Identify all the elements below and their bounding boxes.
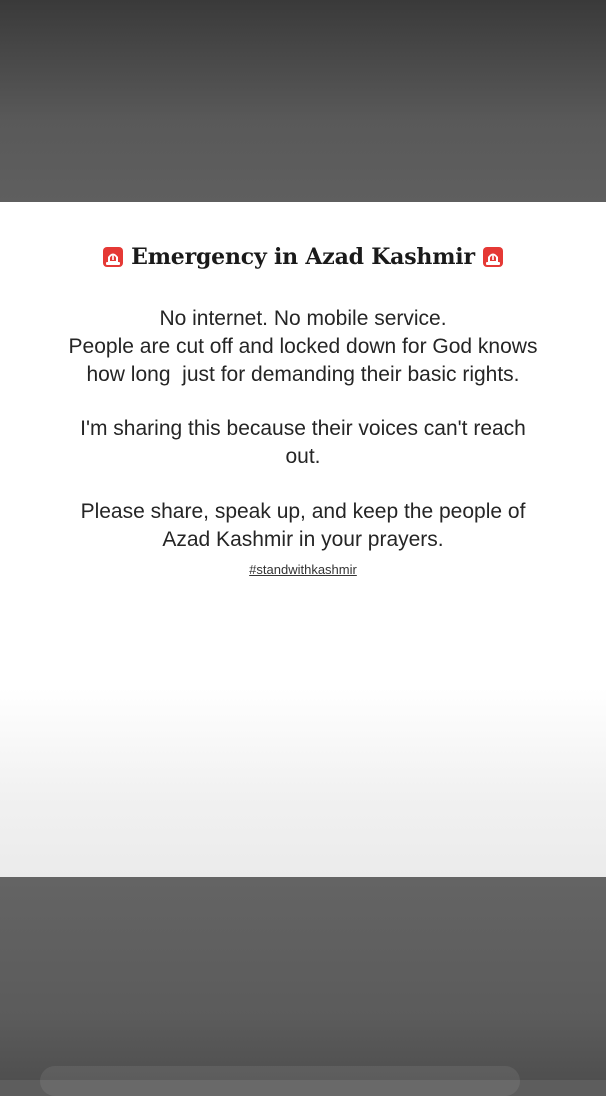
text-line: Please share, speak up, and keep the people of: [80, 500, 526, 523]
text-line: People are cut off and locked down for God knows: [68, 335, 538, 358]
reply-bar-hint: [40, 1066, 520, 1096]
bottom-blurred-background: [0, 877, 606, 1080]
top-blurred-background: [0, 0, 606, 202]
paragraph-status: [20, 305, 586, 389]
title-row: [0, 242, 606, 272]
text-line: out.: [285, 445, 321, 468]
siren-icon: [103, 246, 123, 268]
paragraph-reason: [20, 415, 586, 471]
siren-icon: [483, 246, 503, 268]
paragraph-call-to-action: [20, 498, 586, 554]
post-title: Emergency in Azad Kashmir: [131, 244, 475, 270]
text-line: No internet. No mobile service.: [159, 307, 447, 330]
text-line: I'm sharing this because their voices can't reach: [80, 417, 526, 440]
text-line: how long just for demanding their basic rights.: [86, 363, 520, 386]
hashtag-link[interactable]: #standwithkashmir: [249, 562, 357, 577]
text-line: Azad Kashmir in your prayers.: [162, 528, 444, 551]
post-card: [0, 202, 606, 877]
